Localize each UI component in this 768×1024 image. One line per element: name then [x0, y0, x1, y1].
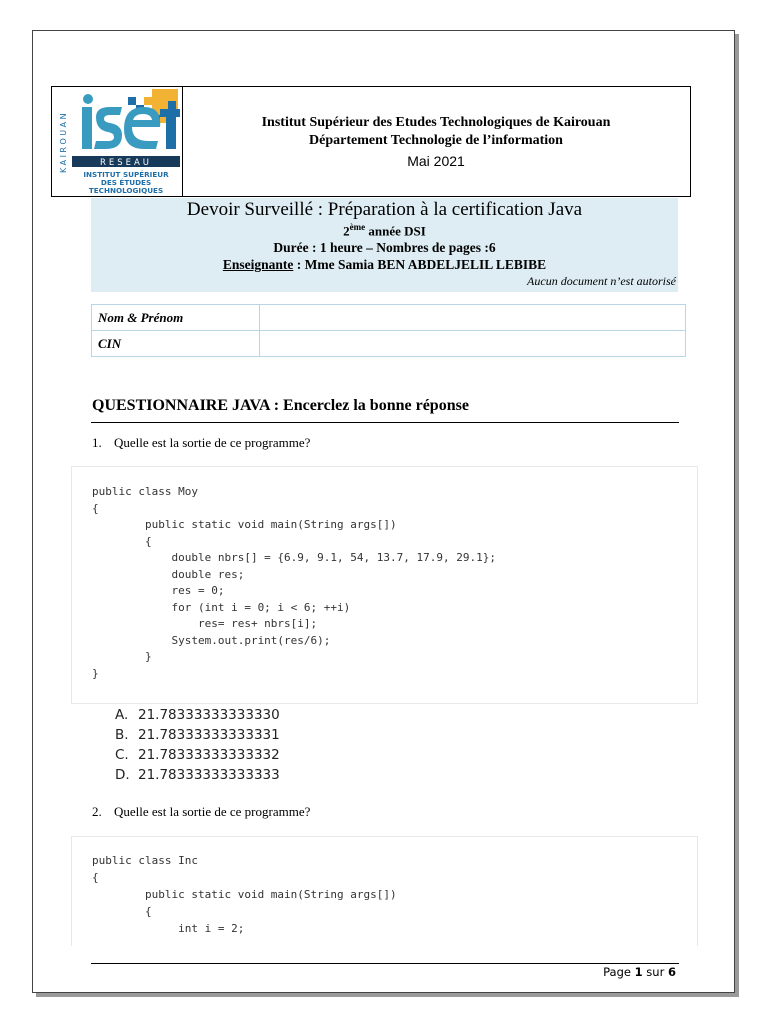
name-field[interactable]: [260, 305, 686, 331]
svg-text:TECHNOLOGIQUES: TECHNOLOGIQUES: [88, 186, 164, 195]
code-line: }: [92, 666, 99, 680]
question-number: 2.: [92, 804, 102, 819]
code-line: res= res+ nbrs[i];: [92, 617, 318, 630]
footer-divider: [91, 963, 679, 964]
answer-option-a[interactable]: [115, 705, 280, 725]
svg-text:KAIROUAN: KAIROUAN: [59, 110, 68, 173]
option-text: 21.78333333333332: [138, 747, 280, 763]
answer-option-c[interactable]: [115, 745, 280, 765]
page-current: 1: [634, 965, 643, 979]
code-line: {: [92, 501, 99, 515]
answer-option-b[interactable]: [115, 725, 280, 745]
iset-logo-icon: [52, 87, 182, 196]
code-line: int i = 2;: [92, 922, 245, 935]
page-separator: sur: [642, 965, 668, 979]
department-name: Département Technologie de l’information: [309, 133, 563, 148]
option-text: 21.78333333333330: [138, 707, 280, 723]
document-page: [32, 30, 735, 993]
svg-text:DES ÉTUDES: DES ÉTUDES: [100, 178, 152, 187]
code-line: double nbrs[] = {6.9, 9.1, 54, 13.7, 17.9, 29.1};: [92, 551, 496, 564]
level-rest: année DSI: [365, 223, 426, 239]
institute-name: Institut Supérieur des Etudes Technologiques de Kairouan: [261, 115, 611, 130]
question-text: Quelle est la sortie de ce programme?: [114, 804, 311, 819]
code-line: res = 0;: [92, 584, 225, 597]
code-line: {: [92, 534, 152, 548]
svg-text:INSTITUT SUPÉRIEUR: INSTITUT SUPÉRIEUR: [83, 170, 169, 179]
table-row: [92, 331, 686, 357]
code-block-1: [71, 466, 698, 704]
teacher-name: : Mme Samia BEN ABDELJELIL LEBIBE: [293, 257, 547, 272]
question-number: 1.: [92, 435, 102, 450]
code-block-2: [71, 836, 698, 946]
header-box: [51, 86, 691, 197]
cin-field[interactable]: [260, 331, 686, 357]
option-text: 21.78333333333331: [138, 727, 280, 743]
level-superscript: ème: [349, 222, 366, 232]
code-line: for (int i = 0; i < 6; ++i): [92, 600, 351, 614]
question-2: [92, 804, 310, 820]
questionnaire-heading: QUESTIONNAIRE JAVA : Encerclez la bonne réponse: [92, 397, 469, 414]
option-letter: A.: [115, 707, 129, 723]
code-line: System.out.print(res/6);: [92, 633, 331, 647]
option-letter: C.: [115, 747, 129, 763]
level-number: 2: [343, 223, 350, 239]
exam-title: Devoir Surveillé : Préparation à la certification Java: [186, 199, 583, 220]
exam-level: [91, 222, 678, 239]
answer-option-d[interactable]: [115, 765, 280, 785]
code-line: public static void main(String args[]): [92, 518, 397, 531]
heading-divider: [91, 422, 679, 423]
code-line: double res;: [92, 567, 245, 581]
code-line: {: [92, 905, 152, 918]
option-letter: B.: [115, 727, 129, 743]
code-line: }: [92, 650, 152, 663]
exam-date: Mai 2021: [407, 153, 465, 169]
institute-info: [182, 87, 690, 196]
exam-duration: Durée : 1 heure – Nombres de pages :6: [273, 240, 496, 255]
cin-label: CIN: [92, 331, 260, 357]
page-total: 6: [667, 965, 676, 979]
name-label: Nom & Prénom: [92, 305, 260, 331]
table-row: [92, 305, 686, 331]
page-label: Page: [603, 965, 635, 979]
code-line: public class Inc: [92, 854, 198, 867]
code-line: public class Moy: [92, 485, 198, 498]
identity-table: [91, 304, 686, 357]
code-line: {: [92, 871, 99, 884]
code-line: public static void main(String args[]): [92, 888, 397, 901]
svg-text:RESEAU: RESEAU: [99, 158, 153, 168]
teacher-label: Enseignante: [222, 257, 294, 272]
page-number: [603, 965, 676, 979]
exam-title-band: [91, 198, 678, 292]
question-1: [92, 435, 310, 451]
exam-note: Aucun document n’est autorisé: [527, 274, 676, 288]
institute-logo: [52, 87, 183, 196]
answer-options-1: [115, 705, 280, 785]
option-letter: D.: [115, 767, 130, 783]
option-text: 21.78333333333333: [138, 767, 280, 783]
question-text: Quelle est la sortie de ce programme?: [114, 435, 311, 450]
exam-teacher: [91, 257, 678, 273]
